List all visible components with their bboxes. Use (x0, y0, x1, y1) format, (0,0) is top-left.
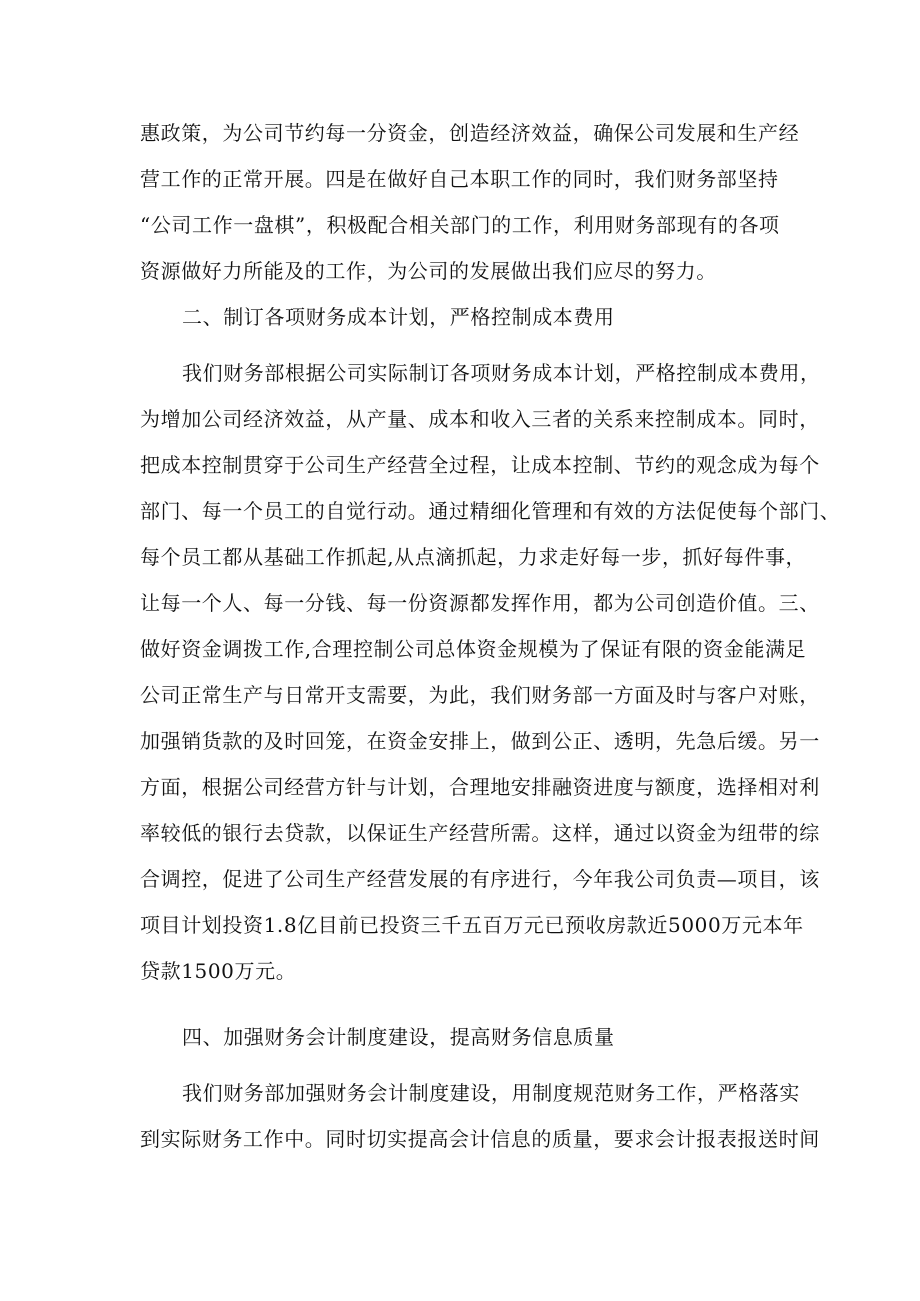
paragraph-line: 惠政策，为公司节约每一分资金，创造经济效益，确保公司发展和生产经 (140, 121, 800, 145)
paragraph-line: 我们财务部加强财务会计制度建设，用制度规范财务工作，严格落实 (182, 1081, 800, 1105)
paragraph-line: 加强销货款的及时回笼，在资金安排上，做到公正、透明，先急后缓。另一 (140, 729, 820, 753)
paragraph-line: 每个员工都从基础工作抓起,从点滴抓起，力求走好每一步，抓好每件事， (140, 545, 807, 569)
paragraph-line: 让每一个人、每一分钱、每一份资源都发挥作用，都为公司创造价值。三、 (140, 591, 820, 615)
paragraph-line: 为增加公司经济效益，从产量、成本和收入三者的关系来控制成本。同时， (140, 407, 820, 431)
paragraph-line: 把成本控制贯穿于公司生产经营全过程，让成本控制、节约的观念成为每个 (140, 453, 820, 477)
paragraph-line: “公司工作一盘棋”，积极配合相关部门的工作，利用财务部现有的各项 (140, 213, 780, 237)
paragraph-line: 部门、每一个员工的自觉行动。通过精细化管理和有效的方法促使每个部门、 (140, 499, 841, 523)
paragraph-line: 率较低的银行去贷款，以保证生产经营所需。这样，通过以资金为纽带的综 (140, 821, 820, 845)
paragraph-line: 公司正常生产与日常开支需要，为此，我们财务部一方面及时与客户对账， (140, 683, 820, 707)
paragraph-line: 项目计划投资1.8亿目前已投资三千五百万元已预收房款近5000万元本年 (140, 913, 804, 937)
paragraph-line: 到实际财务工作中。同时切实提高会计信息的质量，要求会计报表报送时间 (140, 1127, 820, 1151)
section-heading-2: 二、制订各项财务成本计划，严格控制成本费用 (182, 305, 615, 329)
paragraph-line: 做好资金调拨工作,合理控制公司总体资金规模为了保证有限的资金能满足 (140, 637, 807, 661)
paragraph-line: 营工作的正常开展。四是在做好自己本职工作的同时，我们财务部坚持 (140, 167, 779, 191)
section-heading-4: 四、加强财务会计制度建设，提高财务信息质量 (182, 1025, 615, 1049)
paragraph-line: 资源做好力所能及的工作，为公司的发展做出我们应尽的努力。 (140, 259, 717, 283)
paragraph-line: 我们财务部根据公司实际制订各项财务成本计划，严格控制成本费用， (182, 361, 821, 385)
paragraph-line: 贷款1500万元。 (140, 959, 297, 983)
paragraph-line: 方面，根据公司经营方针与计划，合理地安排融资进度与额度，选择相对利 (140, 775, 820, 799)
paragraph-line: 合调控，促进了公司生产经营发展的有序进行，今年我公司负责—项目，该 (140, 867, 820, 891)
